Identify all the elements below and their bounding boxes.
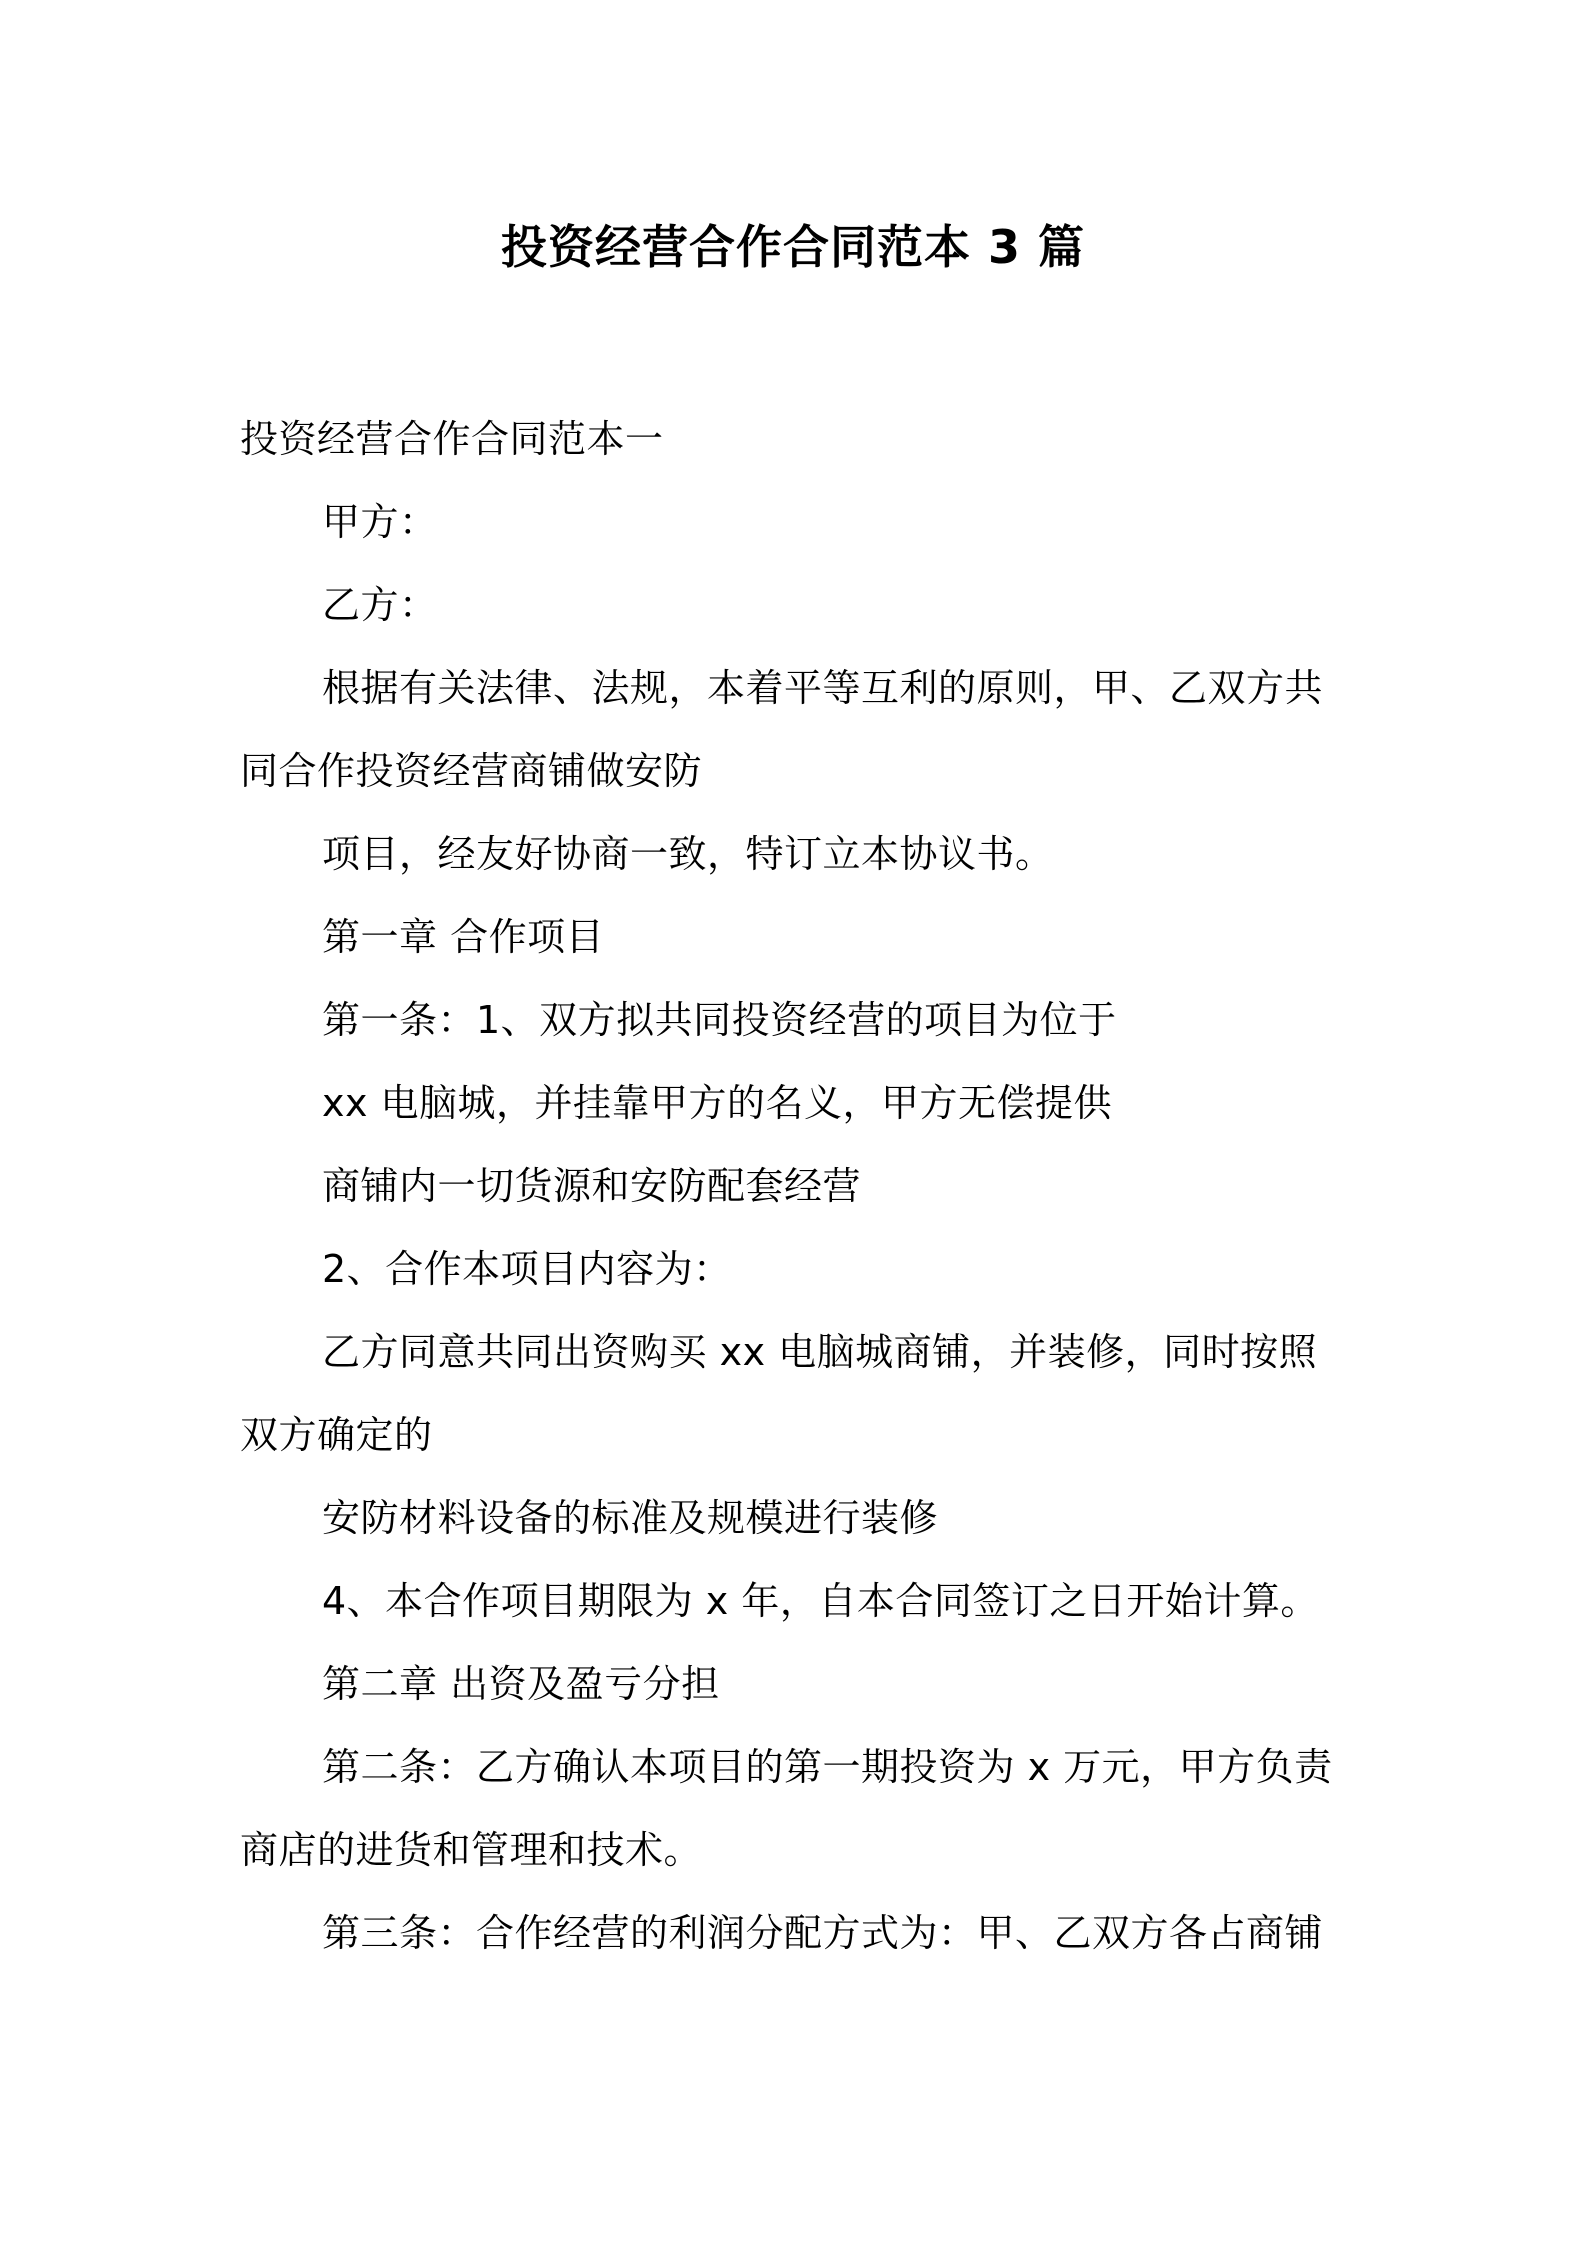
document-title: 投资经营合作合同范本 3 篇 bbox=[500, 220, 1086, 274]
chapter-heading: 第一章 合作项目 bbox=[322, 915, 605, 959]
party-a-line: 甲方： bbox=[322, 500, 438, 544]
paragraph-line: 根据有关法律、法规，本着平等互利的原则，甲、乙双方共 bbox=[322, 666, 1324, 710]
paragraph-line: 4、本合作项目期限为 x 年，自本合同签订之日开始计算。 bbox=[322, 1579, 1319, 1623]
paragraph-line: 商铺内一切货源和安防配套经营 bbox=[322, 1164, 862, 1208]
party-b-line: 乙方： bbox=[322, 583, 438, 627]
paragraph-line: 第一条：1、双方拟共同投资经营的项目为位于 bbox=[322, 998, 1117, 1042]
paragraph-line: 乙方同意共同出资购买 xx 电脑城商铺，并装修，同时按照 bbox=[322, 1330, 1318, 1374]
paragraph-line: 第三条：合作经营的利润分配方式为：甲、乙双方各占商铺 bbox=[322, 1911, 1324, 1955]
paragraph-line: 项目，经友好协商一致，特订立本协议书。 bbox=[322, 832, 1054, 876]
paragraph-line: xx 电脑城，并挂靠甲方的名义，甲方无偿提供 bbox=[322, 1081, 1113, 1125]
document-body bbox=[240, 398, 1360, 1975]
chapter-heading: 第二章 出资及盈亏分担 bbox=[322, 1662, 720, 1706]
paragraph-line: 第二条：乙方确认本项目的第一期投资为 x 万元，甲方负责 bbox=[322, 1745, 1333, 1789]
section-heading: 投资经营合作合同范本一 bbox=[240, 417, 664, 461]
paragraph-line: 安防材料设备的标准及规模进行装修 bbox=[322, 1496, 939, 1540]
paragraph-line: 双方确定的 bbox=[240, 1413, 433, 1457]
paragraph-line: 同合作投资经营商铺做安防 bbox=[240, 749, 703, 793]
paragraph-line: 商店的进货和管理和技术。 bbox=[240, 1828, 703, 1872]
paragraph-line: 2、合作本项目内容为： bbox=[322, 1247, 732, 1291]
